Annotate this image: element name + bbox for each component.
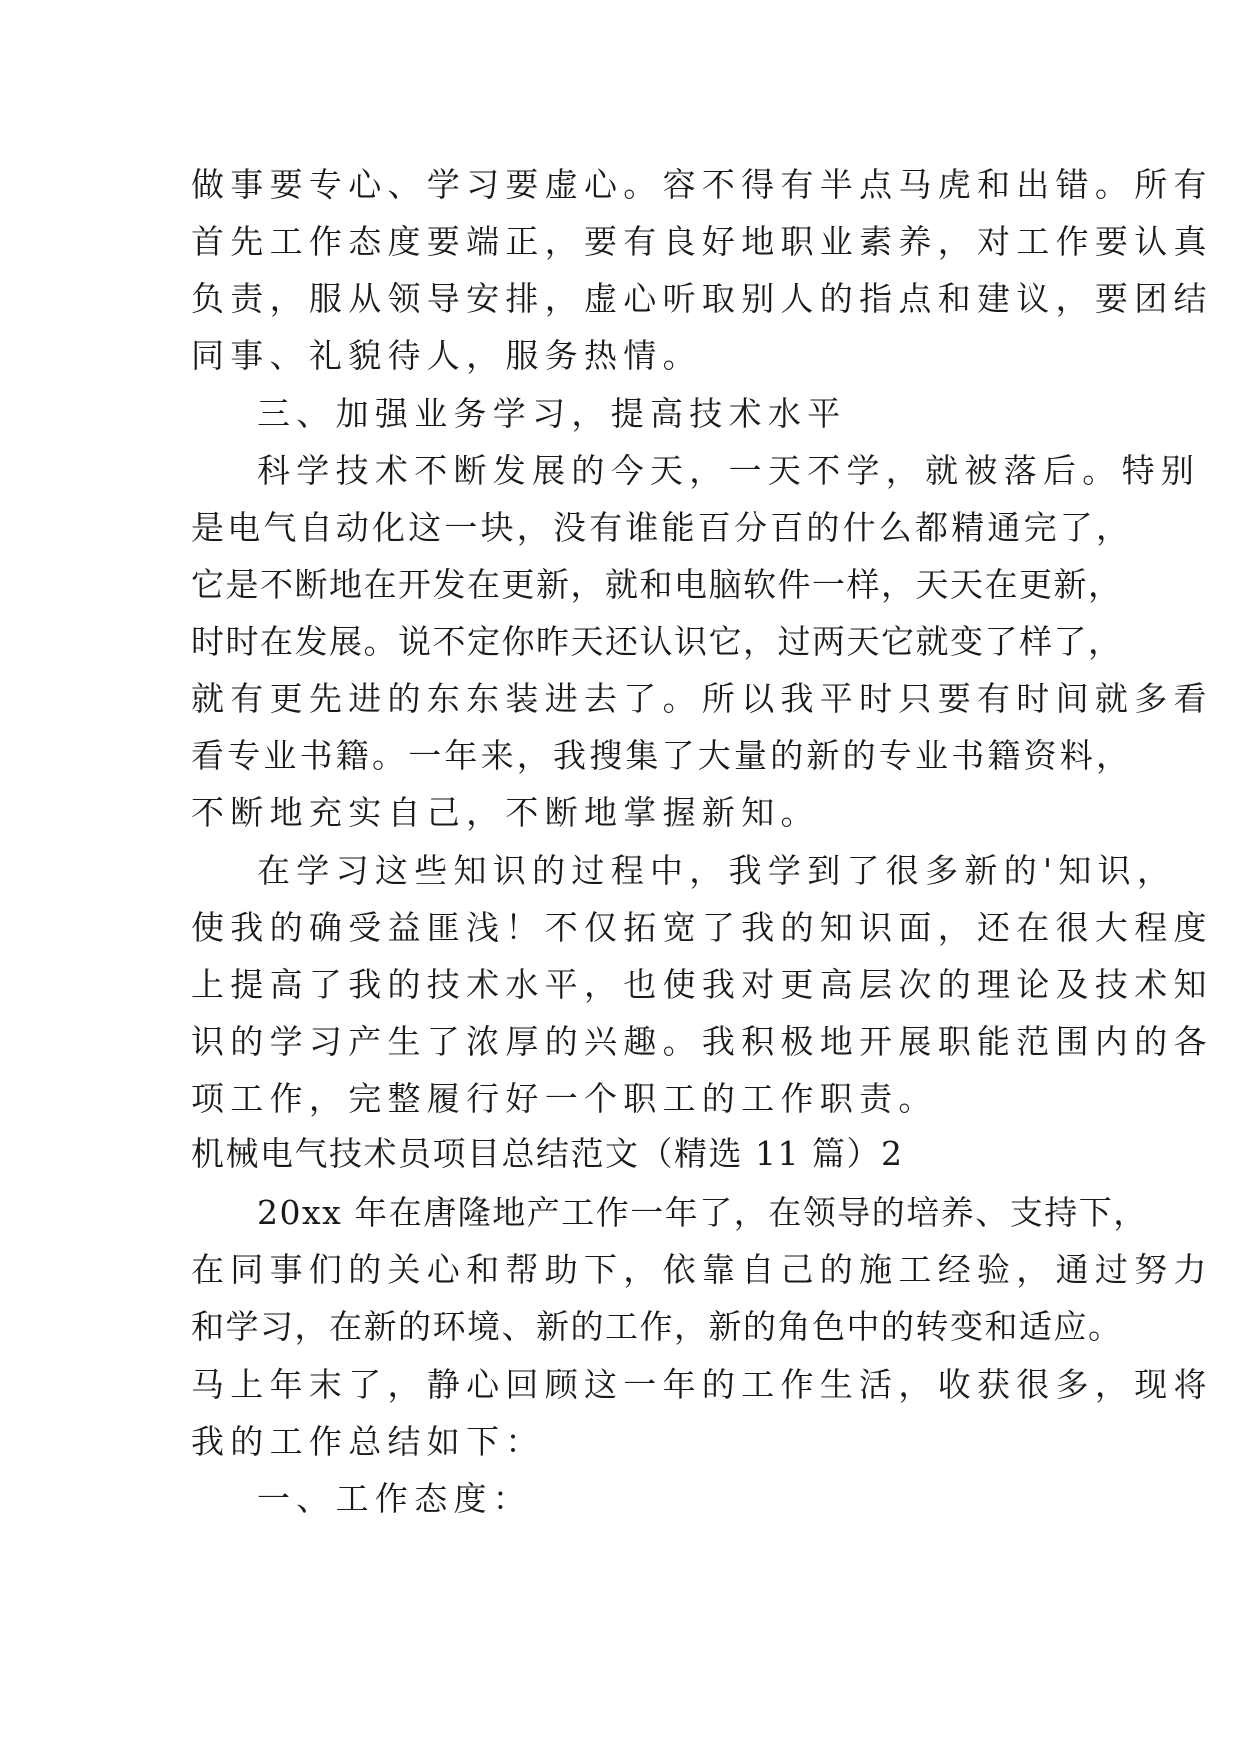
body-text-line: 20xx 年在唐隆地产工作一年了，在领导的培养、支持下， xyxy=(257,1193,1148,1232)
body-text-line: 是电气自动化这一块，没有谁能百分百的什么都精通完了， xyxy=(191,508,1133,547)
body-text-line: 我的工作总结如下： xyxy=(191,1422,545,1461)
section-heading: 一、工作态度： xyxy=(257,1479,533,1518)
body-text-line: 首先工作态度要端正，要有良好地职业素养，对工作要认真 xyxy=(191,222,1213,261)
body-text-line: 同事、礼貌待人，服务热情。 xyxy=(191,336,702,375)
body-text-line: 在同事们的关心和帮助下，依靠自己的施工经验，通过努力 xyxy=(191,1250,1213,1289)
body-text-line: 使我的确受益匪浅！不仅拓宽了我的知识面，还在很大程度 xyxy=(191,908,1213,947)
body-text-line: 科学技术不断发展的今天，一天不学，就被落后。特别 xyxy=(257,451,1201,490)
body-text-line: 负责，服从领导安排，虚心听取别人的指点和建议，要团结 xyxy=(191,279,1213,318)
body-text-line: 马上年末了，静心回顾这一年的工作生活，收获很多，现将 xyxy=(191,1365,1213,1404)
body-text-line: 看专业书籍。一年来，我搜集了大量的新的专业书籍资料， xyxy=(191,736,1133,775)
article-title: 机械电气技术员项目总结范文（精选 11 篇）2 xyxy=(191,1134,904,1173)
section-heading: 三、加强业务学习，提高技术水平 xyxy=(257,394,847,433)
body-text-line: 做事要专心、学习要虚心。容不得有半点马虎和出错。所有 xyxy=(191,165,1213,204)
body-text-line: 和学习，在新的环境、新的工作，新的角色中的转变和适应。 xyxy=(191,1307,1123,1346)
body-text-line: 时时在发展。说不定你昨天还认识它，过两天它就变了样了， xyxy=(191,622,1123,661)
body-text-line: 不断地充实自己，不断地掌握新知。 xyxy=(191,793,820,832)
body-text-line: 就有更先进的东东装进去了。所以我平时只要有时间就多看 xyxy=(191,679,1213,718)
body-text-line: 项工作，完整履行好一个职工的工作职责。 xyxy=(191,1079,938,1118)
body-text-line: 识的学习产生了浓厚的兴趣。我积极地开展职能范围内的各 xyxy=(191,1022,1213,1061)
body-text-line: 在学习这些知识的过程中，我学到了很多新的'知识， xyxy=(257,851,1177,890)
body-text-line: 它是不断地在开发在更新，就和电脑软件一样，天天在更新， xyxy=(191,565,1123,604)
body-text-line: 上提高了我的技术水平，也使我对更高层次的理论及技术知 xyxy=(191,965,1213,1004)
